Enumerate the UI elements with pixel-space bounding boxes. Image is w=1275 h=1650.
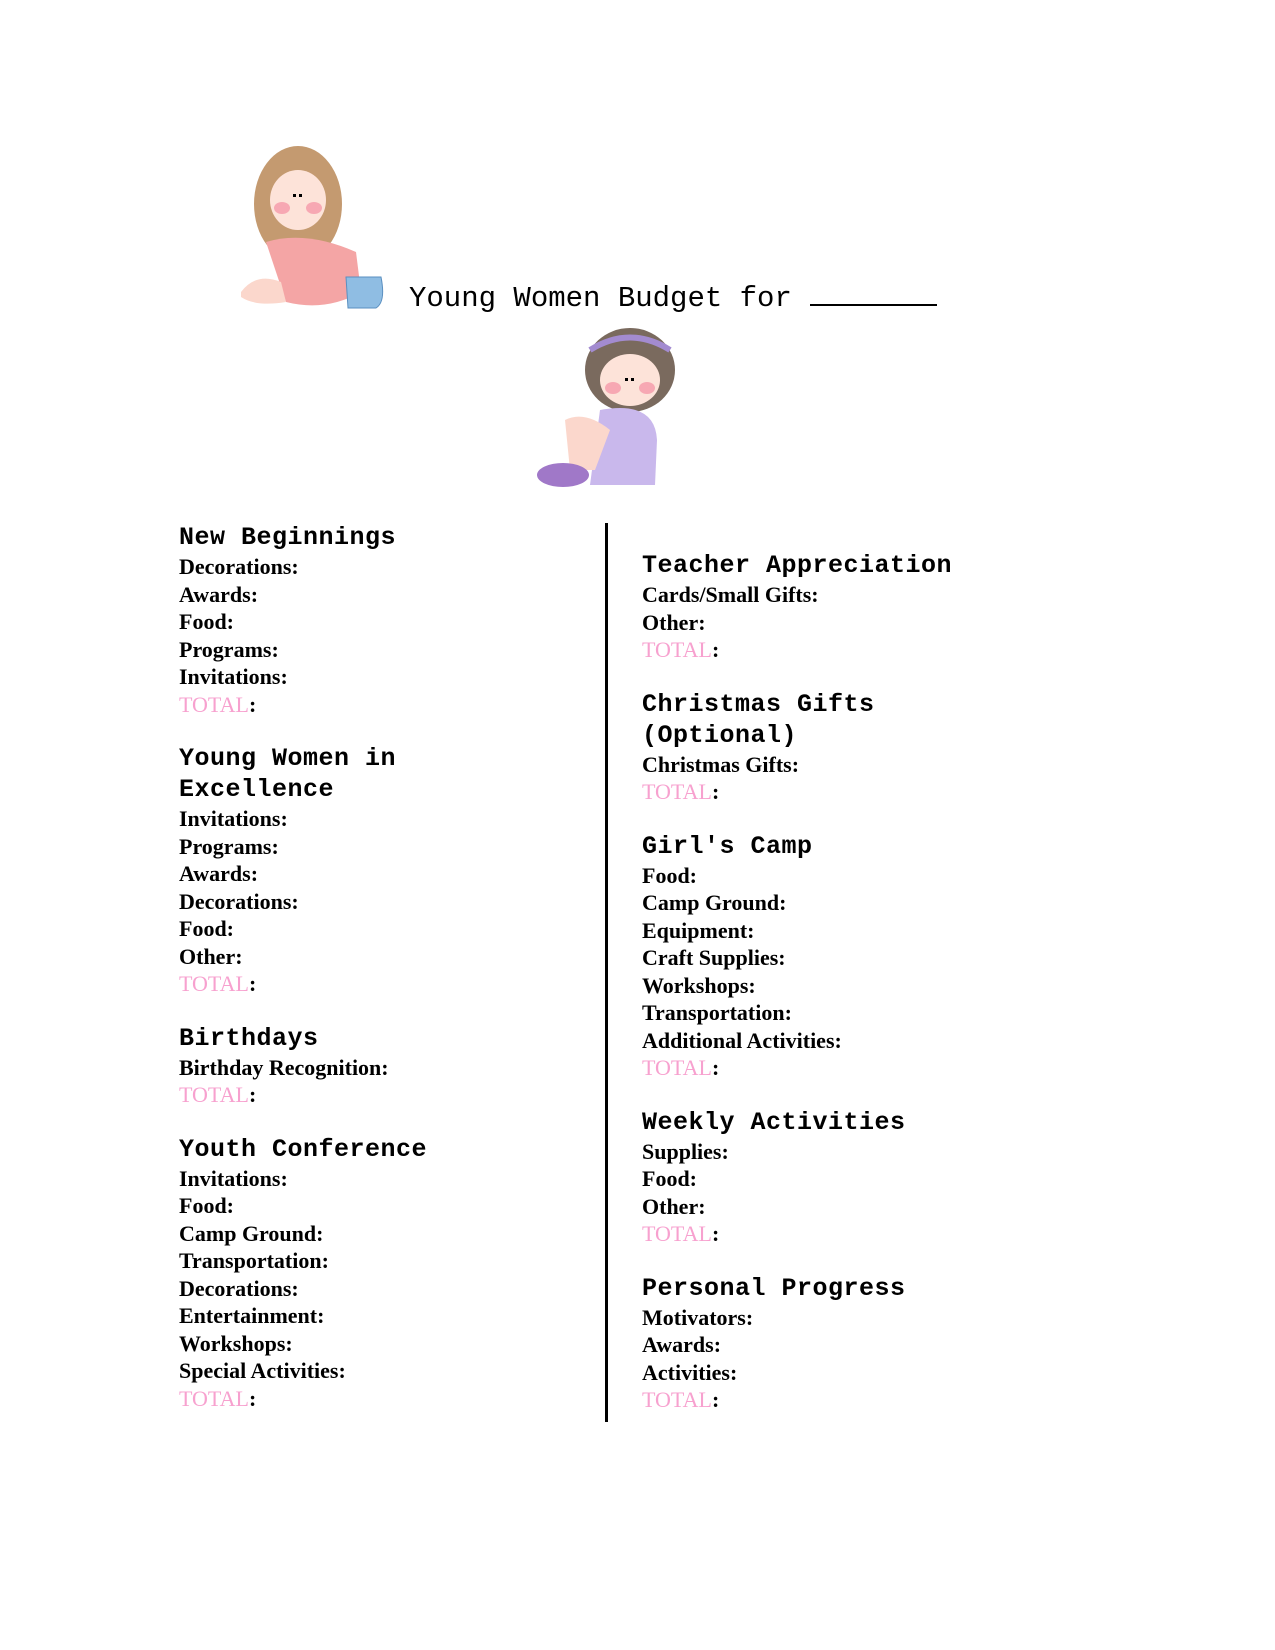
budget-line-item: Camp Ground: [179,1220,324,1246]
budget-line-item: Cards/Small Gifts: [642,582,819,607]
budget-line-item: Workshops: [642,972,756,998]
budget-section-girl-s-camp [642,831,1042,1082]
section-heading: Girl's Camp [642,831,813,861]
total-colon: : [248,691,257,717]
total-line [642,1386,1042,1414]
budget-section-teacher-appreciation [642,550,1042,664]
budget-line-item: Camp Ground: [642,890,787,915]
budget-section-christmas-gifts-optional [642,689,1042,806]
column-divider [605,523,608,1422]
section-heading: Birthdays [179,1023,319,1053]
section-heading: New Beginnings [179,523,397,552]
budget-line-item: Equipment: [642,917,755,943]
budget-line-item: Invitations: [179,664,288,689]
total-label: TOTAL [642,1055,712,1080]
budget-line-item: Entertainment: [179,1303,325,1328]
budget-section-youth-conference [179,1134,579,1413]
section-heading: Weekly Activities [642,1107,906,1137]
budget-line-item: Special Activities: [179,1358,346,1383]
budget-section-new-beginnings [179,522,579,718]
budget-line-item: Other: [642,609,706,635]
total-label: TOTAL [642,1221,712,1246]
section-heading: Young Women in [179,744,397,773]
budget-line-item: Other: [642,1193,706,1219]
total-label: TOTAL [642,779,712,804]
total-line [642,778,1042,806]
budget-line-item: Awards: [179,861,259,886]
budget-line-item: Food: [179,609,234,634]
total-colon: : [248,971,257,996]
total-label: TOTAL [179,1385,249,1411]
section-heading: Personal Progress [642,1273,906,1303]
total-colon: : [711,779,720,804]
total-line [179,1385,579,1413]
total-colon: : [248,1082,257,1107]
budget-line-item: Decorations: [179,888,299,914]
section-heading: Excellence [179,775,335,804]
budget-line-item: Supplies: [642,1138,729,1164]
budget-line-item: Food: [179,1193,234,1218]
budget-line-item: Decorations: [179,554,299,579]
year-blank-line [810,284,937,306]
section-heading: Youth Conference [179,1134,428,1164]
budget-line-item: Programs: [179,636,279,662]
total-label: TOTAL [179,691,249,717]
budget-line-item: Decorations: [179,1275,299,1301]
budget-line-item: Workshops: [179,1330,293,1356]
budget-line-item: Awards: [179,581,259,607]
budget-section-weekly-activities [642,1107,1042,1248]
budget-line-item: Other: [179,943,243,969]
budget-line-item: Motivators: [642,1304,754,1330]
budget-line-item: Invitations: [179,806,288,831]
budget-line-item: Programs: [179,833,279,859]
page-title [409,282,937,315]
section-heading: (Optional) [642,720,798,750]
title-text: Young Women Budget for [409,282,792,315]
total-colon: : [711,1221,720,1246]
right-column [642,550,1042,1439]
budget-line-item: Additional Activities: [642,1027,842,1053]
total-line [642,1220,1042,1248]
budget-line-item: Christmas Gifts: [642,751,800,777]
section-heading: Christmas Gifts [642,689,875,719]
total-line [179,691,579,719]
total-label: TOTAL [642,637,712,662]
budget-line-item: Transportation: [642,1000,792,1025]
budget-line-item: Invitations: [179,1165,288,1191]
total-colon: : [711,637,720,662]
budget-line-item: Activities: [642,1359,738,1385]
total-line [642,1054,1042,1082]
girl-pink-dress-illustration [236,142,388,312]
budget-line-item: Food: [179,916,234,941]
total-line [179,1081,579,1109]
budget-line-item: Birthday Recognition: [179,1054,389,1080]
budget-line-item: Awards: [642,1332,722,1357]
total-line [179,970,579,998]
budget-line-item: Food: [642,862,697,888]
budget-line-item: Craft Supplies: [642,945,786,970]
total-label: TOTAL [179,1082,249,1107]
girl-purple-dress-illustration [535,320,680,490]
total-colon: : [248,1385,257,1411]
budget-section-young-women-in-excellence [179,743,579,998]
section-heading: Teacher Appreciation [642,551,953,580]
budget-section-personal-progress [642,1273,1042,1414]
left-column [179,522,579,1437]
total-label: TOTAL [179,971,249,996]
total-label: TOTAL [642,1387,712,1412]
total-line [642,636,1042,664]
total-colon: : [711,1055,720,1080]
total-colon: : [711,1387,720,1412]
budget-line-item: Food: [642,1166,697,1191]
budget-line-item: Transportation: [179,1248,329,1273]
budget-section-birthdays [179,1023,579,1109]
